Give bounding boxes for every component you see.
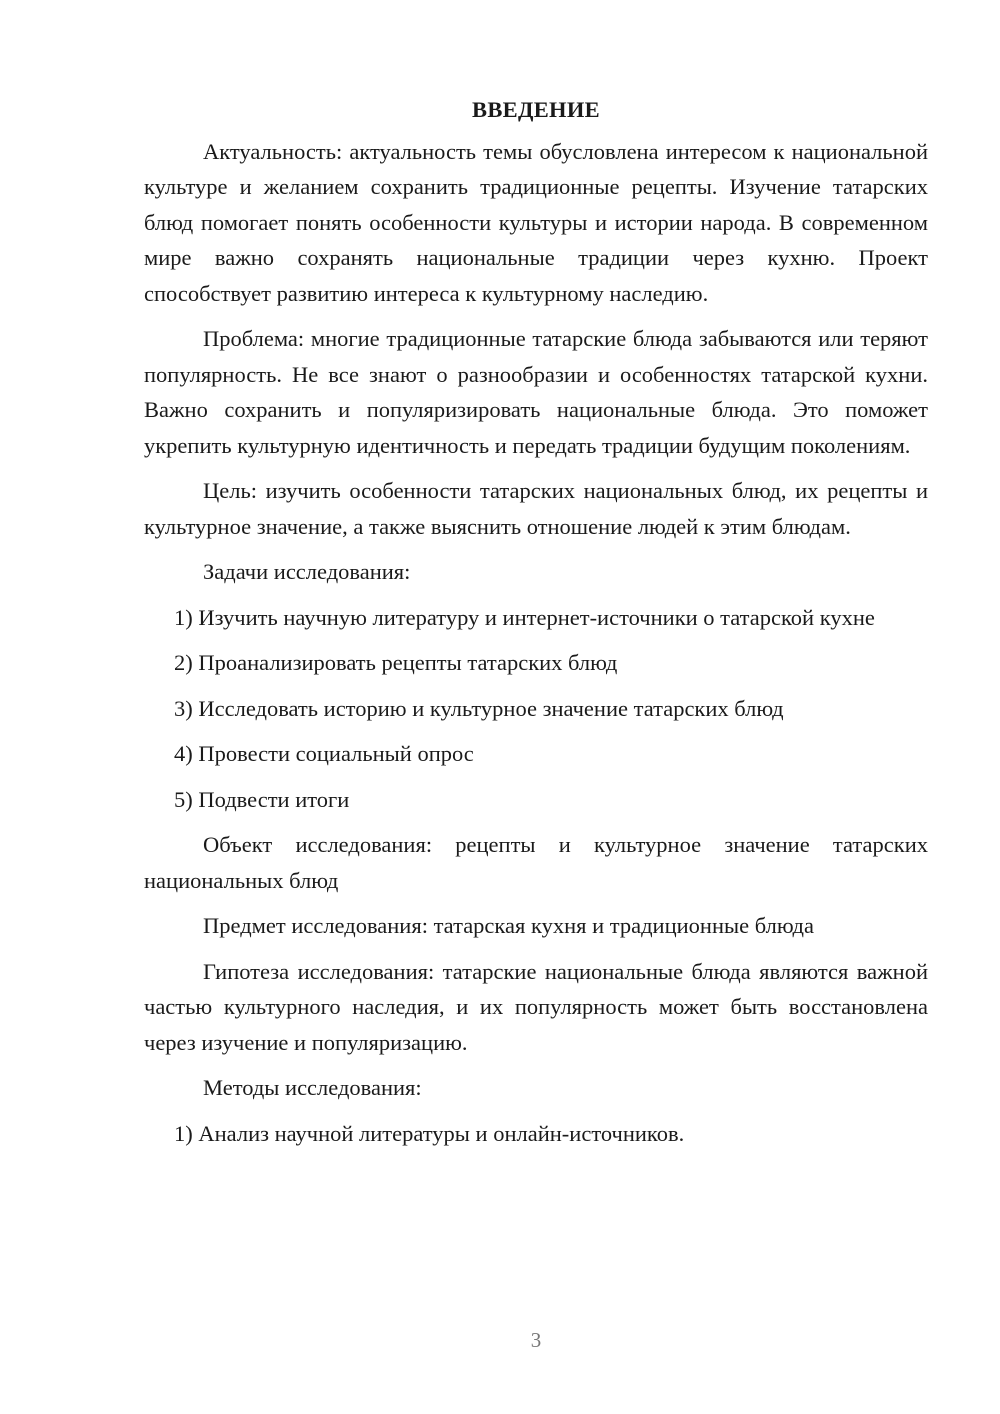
paragraph-hypothesis: Гипотеза исследования: татарские национальные блюда являются важной частью культурного наследия, и их популярность может быть восстановлена через изучение и популяризацию. [144, 958, 928, 1055]
page-content [144, 92, 928, 1161]
task-item: 3) Исследовать историю и культурное значение татарских блюд [174, 695, 784, 721]
section-heading: ВВЕДЕНИЕ [472, 97, 600, 122]
tasks-title: Задачи исследования: [203, 559, 411, 584]
paragraph-problem: Проблема: многие традиционные татарские блюда забываются или теряют популярность. Не все знают о разнообразии и особенностях татарской кухни. Важно сохранить и популяризировать национальные блюда. Это поможет укрепить культурную идентичность и передать традиции будущим поколениям. [144, 326, 928, 458]
methods-title: Методы исследования: [203, 1075, 422, 1100]
paragraph-subject: Предмет исследования: татарская кухня и традиционные блюда [203, 913, 814, 938]
task-item: 4) Провести социальный опрос [174, 741, 474, 766]
task-item: 1) Изучить научную литературу и интернет-источники о татарской кухне [174, 604, 875, 630]
task-item: 2) Проанализировать рецепты татарских блюд [174, 650, 618, 675]
paragraph-object: Объект исследования: рецепты и культурное значение татарских национальных блюд [144, 832, 928, 893]
page-number: 3 [530, 1328, 542, 1352]
paragraph-relevance: Актуальность: актуальность темы обусловлена интересом к национальной культуре и желанием сохранить традиционные рецепты. Изучение татарских блюд помогает понять особенности культуры и истории народа. В современном мире важно сохранять национальные традиции через кухню. Проект способствует развитию интереса к культурному наследию. [144, 138, 928, 306]
paragraph-goal: Цель: изучить особенности татарских национальных блюд, их рецепты и культурное значение, а также выяснить отношение людей к этим блюдам. [144, 478, 928, 539]
method-item: 1) Анализ научной литературы и онлайн-источников. [174, 1120, 685, 1146]
task-item: 5) Подвести итоги [174, 786, 350, 812]
